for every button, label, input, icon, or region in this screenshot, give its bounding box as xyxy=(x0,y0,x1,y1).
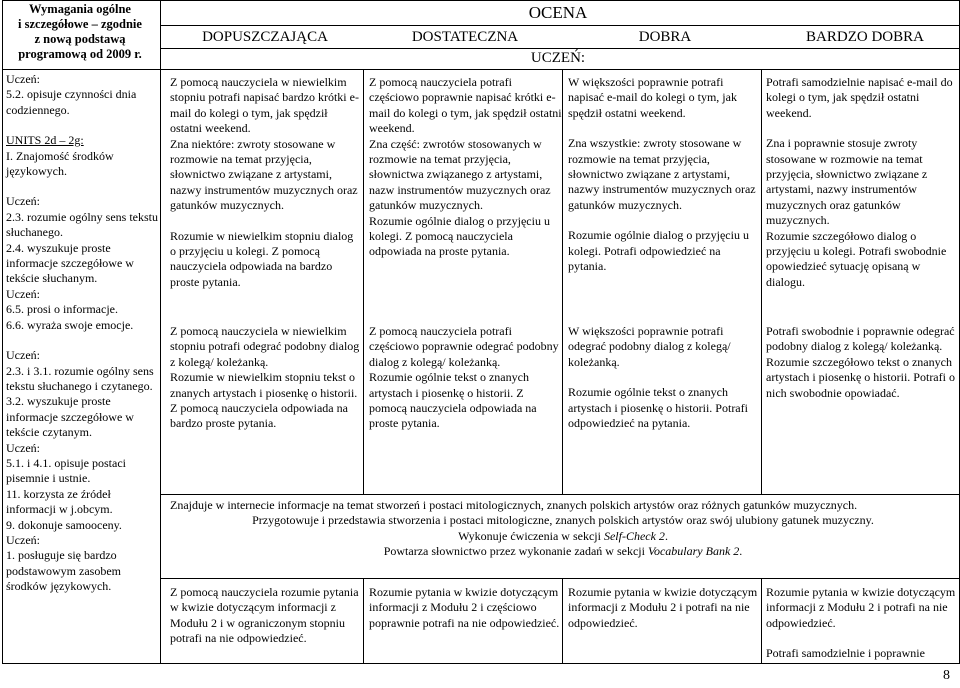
requirement-line: Uczeń: xyxy=(6,194,40,209)
shared-requirements xyxy=(170,498,956,560)
divider-col3 xyxy=(363,70,364,494)
cell-dopuszczajaca-row1 xyxy=(170,75,360,290)
requirement-line: 6.5. prosi o informacje. xyxy=(6,302,118,317)
cell-text: Z pomocą nauczyciela w niewielkim stopniu potrafi napisać bardzo krótki e-mail do kolegi o tym, jak spędził ostatni weekend. xyxy=(170,75,359,136)
level-dostateczna: DOSTATECZNA xyxy=(411,29,519,45)
cell-text xyxy=(170,214,360,229)
cell-bardzo-dobra-row2 xyxy=(766,324,956,401)
units-label: UNITS 2d – 2g: xyxy=(6,133,84,148)
requirements-header-line: z nową podstawą xyxy=(34,32,126,46)
cell-dopuszczajaca-row3 xyxy=(170,585,360,647)
cell-text xyxy=(568,121,761,136)
requirement-line: 2.4. wyszukuje proste informacje szczegółowe w tekście słuchanym. xyxy=(6,240,134,286)
cell-text: Rozumie szczegółowo dialog o przyjęciu u kolegi. Potrafi swobodnie opowiedzieć sytuację opisaną w dialogu. xyxy=(766,228,947,289)
uczen-header: UCZEŃ: xyxy=(530,50,586,66)
requirements-column xyxy=(6,72,158,595)
requirement-line: 6.6. wyraża swoje emocje. xyxy=(6,317,134,332)
cell-text: Zna niektóre: zwroty stosowane w rozmowie na temat przyjęcia, słownictwo związane z artystami, nazwy instrumentów muzycznych oraz gatunków muzycznych. xyxy=(170,136,358,213)
requirement-line: I. Znajomość środków językowych. xyxy=(6,148,114,179)
cell-text: Rozumie w niewielkim stopniu dialog o przyjęciu u kolegi. Z pomocą nauczyciela odpowiada na bardzo proste pytania. xyxy=(170,228,354,289)
cell-text: W większości poprawnie potrafi napisać e-mail do kolegi o tym, jak spędził ostatni weekend. xyxy=(568,75,737,120)
cell-dobra-row3 xyxy=(568,585,761,631)
cell-text: Zna i poprawnie stosuje zwroty stosowane w rozmowie na temat przyjęcia, słownictwo związane z artystami, nazwy instrumentów muzycznych oraz gatunków muzycznych. xyxy=(766,136,928,228)
cell-dostateczna-row1 xyxy=(369,75,564,260)
cell-text: Z pomocą nauczyciela w niewielkim stopniu potrafi odegrać podobny dialog z kolegą/ koleżanką. xyxy=(170,324,360,369)
cell-dobra-row1 xyxy=(568,75,761,274)
ocena-header: OCENA xyxy=(528,3,588,22)
cell-bardzo-dobra-row3 xyxy=(766,585,956,662)
cell-text: Rozumie w niewielkim stopniu tekst o znanych artystach i piosenkę o historii. Z pomocą nauczyciela odpowiada na bardzo proste pytania. xyxy=(170,370,358,431)
requirements-header-line: i szczegółowe – zgodnie xyxy=(18,17,142,31)
requirement-line: Uczeń: xyxy=(6,286,40,301)
section-reference: Vocabulary Bank 2 xyxy=(647,544,740,559)
cell-text: Rozumie ogólnie tekst o znanych artystach i piosenkę o historii. Potrafi odpowiedzieć na pytania. xyxy=(568,385,748,431)
level-bardzo-dobra: BARDZO DOBRA xyxy=(806,29,924,45)
shared-line xyxy=(170,544,956,559)
cell-text: Rozumie ogólnie dialog o przyjęciu u kolegi. Potrafi odpowiedzieć na pytania. xyxy=(568,228,749,274)
cell-text xyxy=(568,213,761,228)
cell-text: Z pomocą nauczyciela potrafi częściowo poprawnie napisać krótki e-mail do kolegi o tym, jak spędził ostatni weekend. xyxy=(369,75,562,136)
requirement-line: 3.2. wyszukuje proste informacje szczegółowe w tekście czytanym. xyxy=(6,394,134,440)
requirement-line: 5.1. i 4.1. opisuje postaci pisemnie i ustnie. xyxy=(6,455,126,486)
requirement-line: Uczeń: xyxy=(6,72,40,86)
divider-uczen xyxy=(2,69,960,70)
requirement-line: Uczeń: xyxy=(6,348,40,363)
border-bottom xyxy=(2,663,960,664)
border-top xyxy=(2,0,960,1)
section-reference: Self-Check 2 xyxy=(603,528,665,543)
requirement-line: Uczeń: xyxy=(6,440,40,455)
cell-text: Rozumie pytania w kwizie dotyczącym informacji z Modułu 2 i potrafi na nie odpowiedzieć. xyxy=(568,585,758,630)
cell-text: W większości poprawnie potrafi odegrać podobny dialog z kolegą/ koleżanką. xyxy=(568,324,731,369)
requirement-line: 1. posługuje się bardzo podstawowym zasobem środków językowych. xyxy=(6,548,121,594)
level-dopuszczajaca: DOPUSZCZAJĄCA xyxy=(202,29,328,45)
cell-text: Potrafi samodzielnie napisać e-mail do kolegi o tym, jak spędził ostatni weekend. xyxy=(766,75,953,120)
divider-wide-bottom xyxy=(160,578,960,579)
cell-dostateczna-row3 xyxy=(369,585,564,631)
shared-text: . xyxy=(739,544,743,559)
requirement-line xyxy=(6,333,158,348)
divider-left-col xyxy=(160,0,161,664)
requirement-line: 2.3. rozumie ogólny sens tekstu słuchanego. xyxy=(6,209,158,240)
divider-col5-bottom xyxy=(761,578,762,664)
cell-text: Rozumie ogólnie dialog o przyjęciu u kolegi. Z pomocą nauczyciela odpowiada na proste pytania. xyxy=(369,213,550,259)
cell-text: Potrafi swobodnie i poprawnie odegrać podobny dialog z kolegą/ koleżanką. xyxy=(766,324,955,354)
cell-text: Zna wszystkie: zwroty stosowane w rozmowie na temat przyjęcia, słownictwo związane z artystami, nazwy instrumentów muzycznych oraz gatunków muzycznych. xyxy=(568,136,756,212)
requirements-header xyxy=(6,2,154,62)
shared-text: Wykonuje ćwiczenia w sekcji xyxy=(458,528,604,543)
cell-text: Rozumie pytania w kwizie dotyczącym informacji z Modułu 2 i potrafi na nie odpowiedzieć. xyxy=(766,585,956,630)
cell-text: Potrafi samodzielnie i poprawnie xyxy=(766,646,925,661)
cell-text: Rozumie szczegółowo tekst o znanych artystach i piosenkę o historii. Potrafi o nich swobodnie opowiadać. xyxy=(766,354,955,400)
requirement-line: Uczeń: xyxy=(6,532,40,547)
cell-text xyxy=(766,121,956,136)
requirement-line xyxy=(6,179,158,194)
border-left xyxy=(2,0,3,664)
divider-wide-top xyxy=(160,494,960,495)
divider-col5 xyxy=(761,70,762,494)
requirement-line: 11. korzysta ze źródeł informacji w j.obcym. xyxy=(6,486,113,517)
page-number: 8 xyxy=(943,668,950,683)
cell-dobra-row2 xyxy=(568,324,761,431)
cell-text: Z pomocą nauczyciela rozumie pytania w kwizie dotyczącym informacji z Modułu 2 i w ograniczonym stopniu potrafi na nie odpowiedzieć. xyxy=(170,585,359,646)
requirement-line: 2.3. i 3.1. rozumie ogólny sens tekstu słuchanego i czytanego. xyxy=(6,363,154,393)
shared-line: Znajduje w internecie informacje na temat stworzeń i postaci mitologicznych, znanych polskich artystów oraz różnych gatunków muzycznych. xyxy=(170,498,858,512)
cell-text: Zna część: zwrotów stosowanych w rozmowie na temat przyjęcia, słownictwa związanego z artystami, nazw instrumentów muzycznych oraz gatunków muzycznych. xyxy=(369,136,551,213)
cell-dostateczna-row2 xyxy=(369,324,564,432)
requirement-line xyxy=(6,118,158,133)
shared-line xyxy=(170,529,956,544)
shared-text: . xyxy=(664,528,668,543)
shared-line: Przygotowuje i przedstawia stworzenia i postaci mitologiczne, znanych polskich artystów oraz swój ulubiony gatunek muzyczny. xyxy=(252,513,874,528)
cell-text: Z pomocą nauczyciela potrafi częściowo poprawnie odegrać podobny dialog z kolegą/ koleżanką. xyxy=(369,324,559,369)
requirement-line: 5.2. opisuje czynności dnia codziennego. xyxy=(6,87,137,117)
shared-text: Powtarza słownictwo przez wykonanie zadań w sekcji xyxy=(383,544,648,559)
cell-text: Rozumie ogólnie tekst o znanych artystach i piosenkę o historii. Z pomocą nauczyciela odpowiada na proste pytania. xyxy=(369,370,537,431)
cell-dopuszczajaca-row2 xyxy=(170,324,360,432)
cell-text: Rozumie pytania w kwizie dotyczącym informacji z Modułu 2 i częściowo poprawnie potrafi na nie odpowiedzieć. xyxy=(369,585,560,630)
divider-col3-bottom xyxy=(363,578,364,664)
requirements-header-line: Wymagania ogólne xyxy=(29,2,131,16)
requirements-header-line: programową od 2009 r. xyxy=(18,47,142,61)
divider-ocena xyxy=(160,25,960,26)
cell-text xyxy=(568,370,761,385)
level-dobra: DOBRA xyxy=(638,29,692,45)
cell-text xyxy=(766,631,956,646)
requirement-line: 9. dokonuje samooceny. xyxy=(6,517,122,532)
cell-bardzo-dobra-row1 xyxy=(766,75,956,290)
